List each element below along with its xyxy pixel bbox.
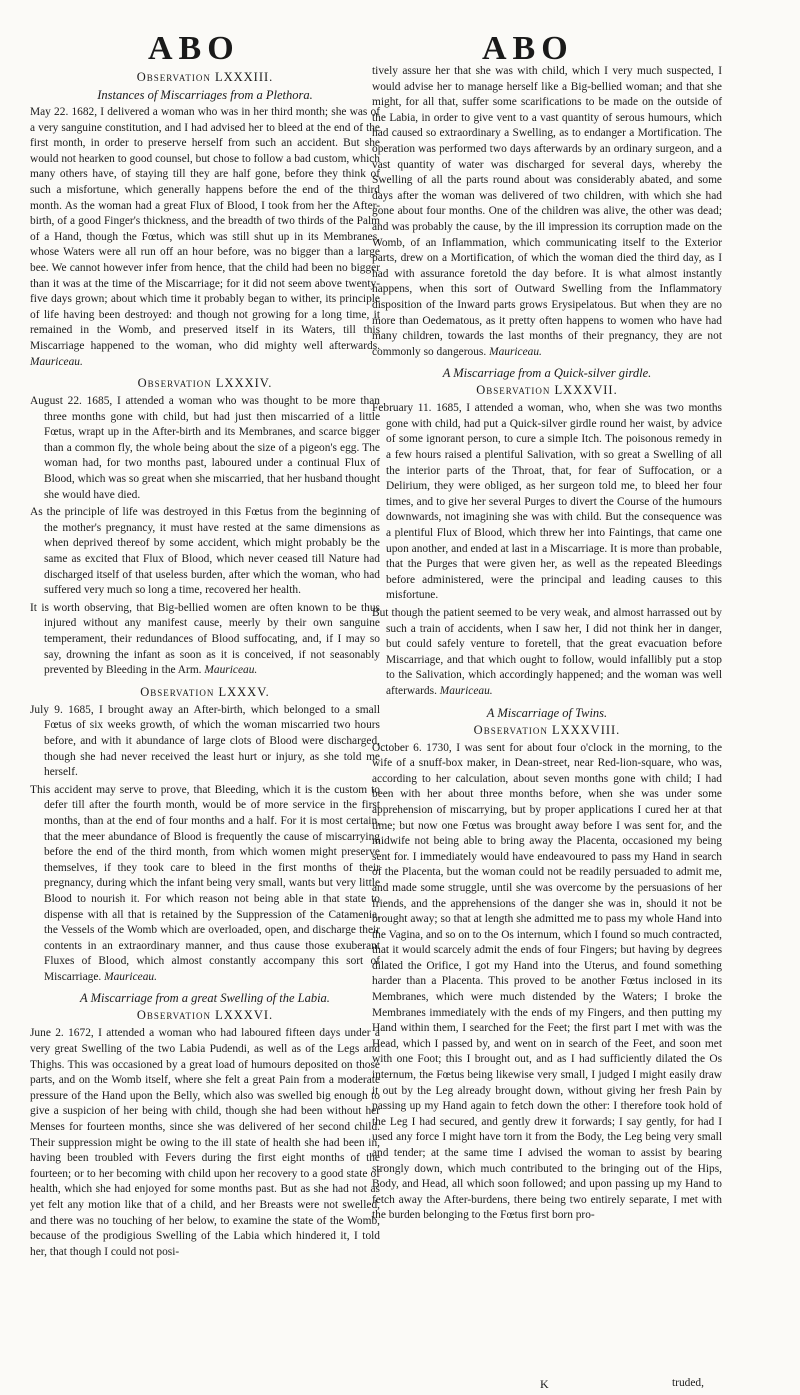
observation-84-paragraph: As the principle of life was destroyed in this Fœtus from the beginning of the mother's pregnancy, it must have rested at the same dimensions as when deprived thereof by some accident, which might probably be the same as excited that Flux of Blood, which never ceased till Nature had discharged itself of that useless burden, after which the woman, who had suffered very much so long a time, recovered her health. <box>30 506 380 597</box>
observation-83-heading: Observation LXXXIII. <box>136 70 274 84</box>
observation-84-paragraph: It is worth observing, that Big-bellied women are often known to be thus injured without any manifest cause, meerly by their own sanguine temperament, their redundances of Blood suffocating, and, if I may so say, drowning the infant as soon as it is conceived, if not seasonably prevented by Bleeding in the Arm. Mauriceau. <box>30 601 380 677</box>
author-citation: Mauriceau. <box>439 684 493 697</box>
observation-88-subheading: A Miscarriage of Twins. <box>486 705 608 720</box>
author-citation: Mauriceau. <box>489 345 542 358</box>
header-left-word: ABO <box>148 30 240 67</box>
author-citation: Mauriceau. <box>204 664 258 677</box>
observation-87-heading: Observation LXXXVII. <box>476 383 618 398</box>
observation-84-heading: Observation LXXXIV. <box>137 376 273 391</box>
observation-88-text: October 6. 1730, I was sent for about four o'clock in the morning, to the wife of a snuff-box maker, in Dean-street, near Red-lion-square, who was, according to her calculation, about seven months gone with child; I had been with her about three months before, when she was under some apprehension of miscarrying, but by proper applications I cured her at that time; but now one Fœtus was brought away before I was sent for, and the midwife not being able to bring away the Placenta, occasioned my being sent for. I immediately would have endeavoured to pass my Hand in search of the Placenta, but the woman could not be readily persuaded to admit me, and made some struggle, until she was overcome by the persuasions of her friends, and the apprehensions of the danger she was in, should it not be brought away; so that at length she admitted me to pass my whole Hand into the Vagina, and so on to the Os internum, which I found so much contracted, that it would scarcely admit the ends of four Fingers; but having by degrees dilated the Orifice, I got my Hand into the Uterus, and found something harder than a Placenta. This proved to be another Fœtus inclosed in its Membranes, which were much distended by the Waters; I broke the Membranes immediately with the ends of my Fingers, and then putting my Hand within them, I searched for the Feet; the first part I met with was the Head, which I passed by, and went on in search of the Feet, and soon met with one Foot; this I brought out, and as I had sufficiently dilated the Os internum, the Fœtus being likewise very small, I judged I might easily draw it out by the Leg already brought down, without giving her fresh Pain by passing up my Hand again to fetch down the other: I therefore took hold of the Leg I had secured, and gently drew it forwards; I say gently, for had I used any force I might have torn it from the Body, the Leg being very small and tender; at the same time I advised the woman to assist by bearing strongly down, which much contributed to the bringing out of the Hips, Body, and Head, all which soon followed; and upon passing up my Hand to fetch away the After-burdens, there being two entirely separate, I met with the burden belonging to the Fœtus first born pro- <box>372 741 722 1222</box>
observation-83-text: May 22. 1682, I delivered a woman who was in her third month; she was of a very sanguine constitution, and I had advised her to bleed at the end of the first month, in order to preserve herself from such an accident. But she would not hearken to good counsel, but chose to follow a bad custom, which many others have, of staying till they are half gone, before they think of such a misfortune, which generally happens before the end of the third month. As the woman had a great Flux of Blood, I took from her the After-birth, of a good Finger's thickness, and the breadth of two thirds of the Palm of a Hand, though the Fœtus, which was still shut up in its Membranes, whose Waters were all run off an hour before, was no bigger than a large bee. We cannot however infer from hence, that the child had been no bigger than it was at the time of the Miscarriage; for it did not seem above twenty-five days grown; about which time it probably began to wither, its principle of life having been destroyed: and though not growing for a long time, it remained in the Womb, and preserved itself in its Waters, till this Miscarriage happened to the woman, who did mighty well afterwards. Mauriceau. <box>30 106 380 368</box>
left-column <box>30 64 380 1262</box>
observation-84-paragraph: August 22. 1685, I attended a woman who was thought to be more than three months gone with child, but had just then miscarried of a little Fœtus, wrapt up in the After-birth and its Membranes, and scarce bigger than a common fly, the whole being about the size of a pigeon's egg. The woman had, for two months past, laboured under a continual Flux of Blood, which was so great when she miscarried, that her husband thought she would have died. <box>30 395 380 501</box>
observation-86-subheading: A Miscarriage from a great Swelling of the Labia. <box>80 991 330 1006</box>
observation-87-paragraph: February 11. 1685, I attended a woman, who, when she was two months gone with child, had put a Quick-silver girdle round her waist, by advice of some ignorant person, to cure a simple Itch. The poisonous remedy in a few hours raised a plentiful Salivation, with so great a Swelling of all the interior parts of the Throat, that, for fear of Suffocation, or a Delirium, they were obliged, as her surgeon told me, to bleed her four times, and to give her several Purges to divert the Course of the humours downwards, not imagining she was with child. But the consequence was a plentiful Flux of Blood, which threw her into Faintings, that came one upon another, and ended at last in a Miscarriage. It is more than probable, that the Purges that were given her, as well as the repeated Bleedings before administered, were the principal and leading causes to this misfortune. <box>372 402 722 602</box>
observation-85-paragraph: July 9. 1685, I brought away an After-birth, which belonged to a small Fœtus of six weeks growth, of which the woman miscarried two hours before, and with it abundance of large clots of Blood were discharged, though she had never received the least hurt or injury, as she told me herself. <box>30 703 380 779</box>
signature-mark: K <box>540 1377 549 1391</box>
author-citation: Mauriceau. <box>30 355 83 368</box>
author-citation: Mauriceau. <box>104 970 157 983</box>
observation-86-text: June 2. 1672, I attended a woman who had laboured fifteen days under a very great Swelling of the two Labia Pudendi, as well as of the Legs and Thighs. This was occasioned by a great load of humours deposited on those parts, and on the Womb itself, where she felt a great Pain from a moderate pressure of the Hand upon the Belly, which also was swelled big enough to give a suspicion of her being with child, though she had been without her Menses for fourteen months, since she was delivered of her second child. Their suppression might be owing to the ill state of health she had been in, having been troubled with Fevers during the first eight months of the fourteen; or to her becoming with child upon her recovery to a good state of health, which she had enjoyed for some months past. But as she had not as yet felt any motion like that of a child, and her Breasts were not swelled, and there was no touching of her below, to examine the state of the Womb, because of the prodigious Swelling of the Labia which hindered it, I told her, that though I could not posi- <box>30 1027 380 1258</box>
catchword: truded, <box>672 1377 704 1389</box>
header-right-word: ABO <box>482 30 574 67</box>
observation-87-paragraph: But though the patient seemed to be very weak, and almost harrassed out by such a train of accidents, when I saw her, I did not think her in danger, but could safely venture to foretell, that the great evacuation before Miscarriage, and that which ought to follow, would infallibly put a stop to the Salivation, which accordingly happened; and the woman was well afterwards. Mauriceau. <box>372 607 722 697</box>
observation-85-heading: Observation LXXXV. <box>140 684 270 699</box>
right-column <box>372 64 722 1226</box>
observation-86-continuation: tively assure her that she was with child, which I very much suspected, I would advise her to manage herself like a Big-bellied woman; and that she might, for all that, suffer some scarifications to be made on the outside of the Labia, in order to give vent to a vast quantity of serous humours, which had caused so extraordinary a Swelling, as to endanger a Mortification. The operation was performed two days afterwards by an ordinary surgeon, and a vast quantity of water was discharged for several days, whereby the Swelling of all the parts round about was considerably abated, and some days after the woman was delivered of two children, with which she had gone about four months. One of the children was alive, the other was dead; and was probably the cause, by the ill impression its corruption made on the Womb, of an Inflammation, which communicating itself to the Exterior parts, drew on a Mortification, of which the woman died the third day, as I had with assurance foretold the day before. It is what almost instantly happens, when this sort of Outward Swelling from the Inflammatory disposition of the Inward parts grows Erysipelatous. But when they are no more than Oedematous, as it pretty often happens to women who have had many children, towards the last months of their pregnancy, they are not commonly so dangerous. Mauriceau. <box>372 65 722 358</box>
observation-85-paragraph: This accident may serve to prove, that Bleeding, which it is the custom to defer till after the fourth month, would be of more service in the first months, than at the end of four months and a half. For it is most certain, that the meer abundance of Blood is frequently the cause of miscarrying before the end of the third month, from which women might preserve themselves, if they took care to bleed in the first months of their pregnancy, during which the infant being very small, wants but very little Blood to nourish it. For which reason not being able in that state to dispense with all that is retained by the Suppression of the Catamenia, the Vessels of the Womb which are overloaded, open, and discharge their contents in an extraordinary manner, and thus cause those exuberant Fluxes of Blood, which almost constantly accompany this sort of Miscarriage. Mauriceau. <box>30 783 380 983</box>
observation-88-heading: Observation LXXXVIII. <box>473 722 621 737</box>
observation-86-heading: Observation LXXXVI. <box>136 1008 274 1023</box>
observation-83-subheading: Instances of Miscarriages from a Plethora. <box>97 88 313 102</box>
observation-87-subheading: A Miscarriage from a Quick-silver girdle. <box>442 366 652 381</box>
